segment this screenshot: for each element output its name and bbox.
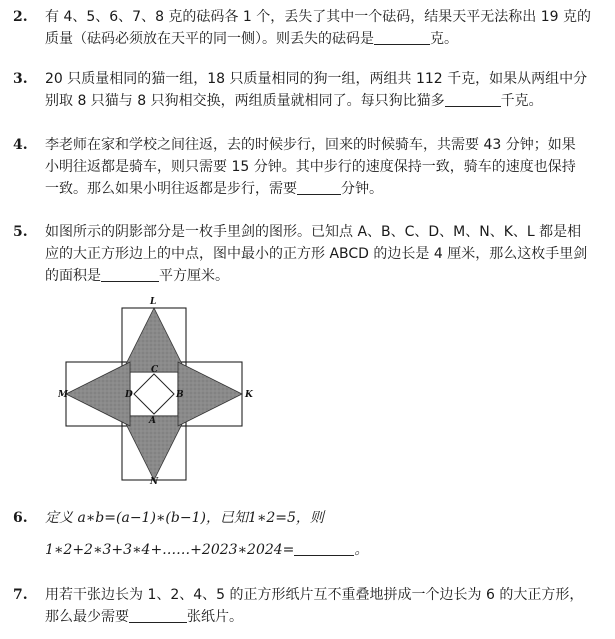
question-number: 7. — [13, 587, 28, 603]
question-text: 有 4、5、6、7、8 克的砝码各 1 个，丢失了其中一个砝码，结果天平无法称出 19 克的 — [45, 9, 591, 25]
answer-blank[interactable] — [374, 30, 430, 45]
question-text: 定义 a∗b=(a−1)∗(b−1)，已知1∗2=5，则 — [45, 510, 324, 526]
question-number: 6. — [13, 510, 28, 526]
shuriken-right-blade — [178, 362, 242, 426]
shuriken-left-blade — [66, 362, 130, 426]
shuriken-top-blade — [122, 308, 186, 372]
question-text: 一致。那么如果小明往返都是步行，需要 分钟。 — [45, 181, 383, 197]
question-text: 如图所示的阴影部分是一枚手里剑的图形。已知点 A、B、C、D、M、N、K、L 都是相 — [45, 224, 582, 240]
answer-blank[interactable] — [294, 541, 354, 556]
question-text: 20 只质量相同的猫一组，18 只质量相同的狗一组，两组共 112 千克，如果从两组中分 — [45, 71, 588, 87]
question-text: 1∗2+2∗3+3∗4+……+2023∗2024= 。 — [45, 542, 369, 558]
question-text: 那么最少需要 张纸片。 — [45, 609, 243, 625]
question-number: 4. — [13, 137, 28, 153]
shuriken-figure — [58, 292, 258, 484]
question-text: 用若干张边长为 1、2、4、5 的正方形纸片互不重叠地拼成一个边长为 6 的大正方形， — [45, 587, 584, 603]
question-text: 应的大正方形边上的中点，图中最小的正方形 ABCD 的边长是 4 厘米，那么这枚手里剑 — [45, 246, 588, 262]
label-k: K — [245, 390, 253, 400]
label-a: A — [149, 416, 156, 426]
question-text: 李老师在家和学校之间往返，去的时候步行，回来的时候骑车，共需要 43 分钟；如果 — [45, 137, 576, 153]
answer-blank[interactable] — [445, 92, 501, 107]
question-text: 别取 8 只猫与 8 只狗相交换，两组质量就相同了。每只狗比猫多 千克。 — [45, 93, 543, 109]
label-b: B — [176, 390, 184, 400]
question-text: 小明往返都是骑车，则只需要 15 分钟。其中步行的速度保持一致，骑车的速度也保持 — [45, 159, 576, 175]
question-number: 2. — [13, 9, 28, 25]
answer-blank[interactable] — [297, 180, 341, 195]
label-d: D — [125, 390, 133, 400]
question-number: 3. — [13, 71, 28, 87]
label-n: N — [150, 477, 159, 484]
label-l: L — [150, 297, 157, 307]
question-text: 质量（砝码必须放在天平的同一侧）。则丢失的砝码是 克。 — [45, 31, 458, 47]
question-text: 的面积是 平方厘米。 — [45, 268, 229, 284]
label-m: M — [58, 390, 68, 400]
answer-blank[interactable] — [101, 267, 159, 282]
answer-blank[interactable] — [129, 608, 187, 623]
label-c: C — [151, 365, 159, 375]
square-abcd — [134, 374, 174, 414]
question-number: 5. — [13, 224, 28, 240]
